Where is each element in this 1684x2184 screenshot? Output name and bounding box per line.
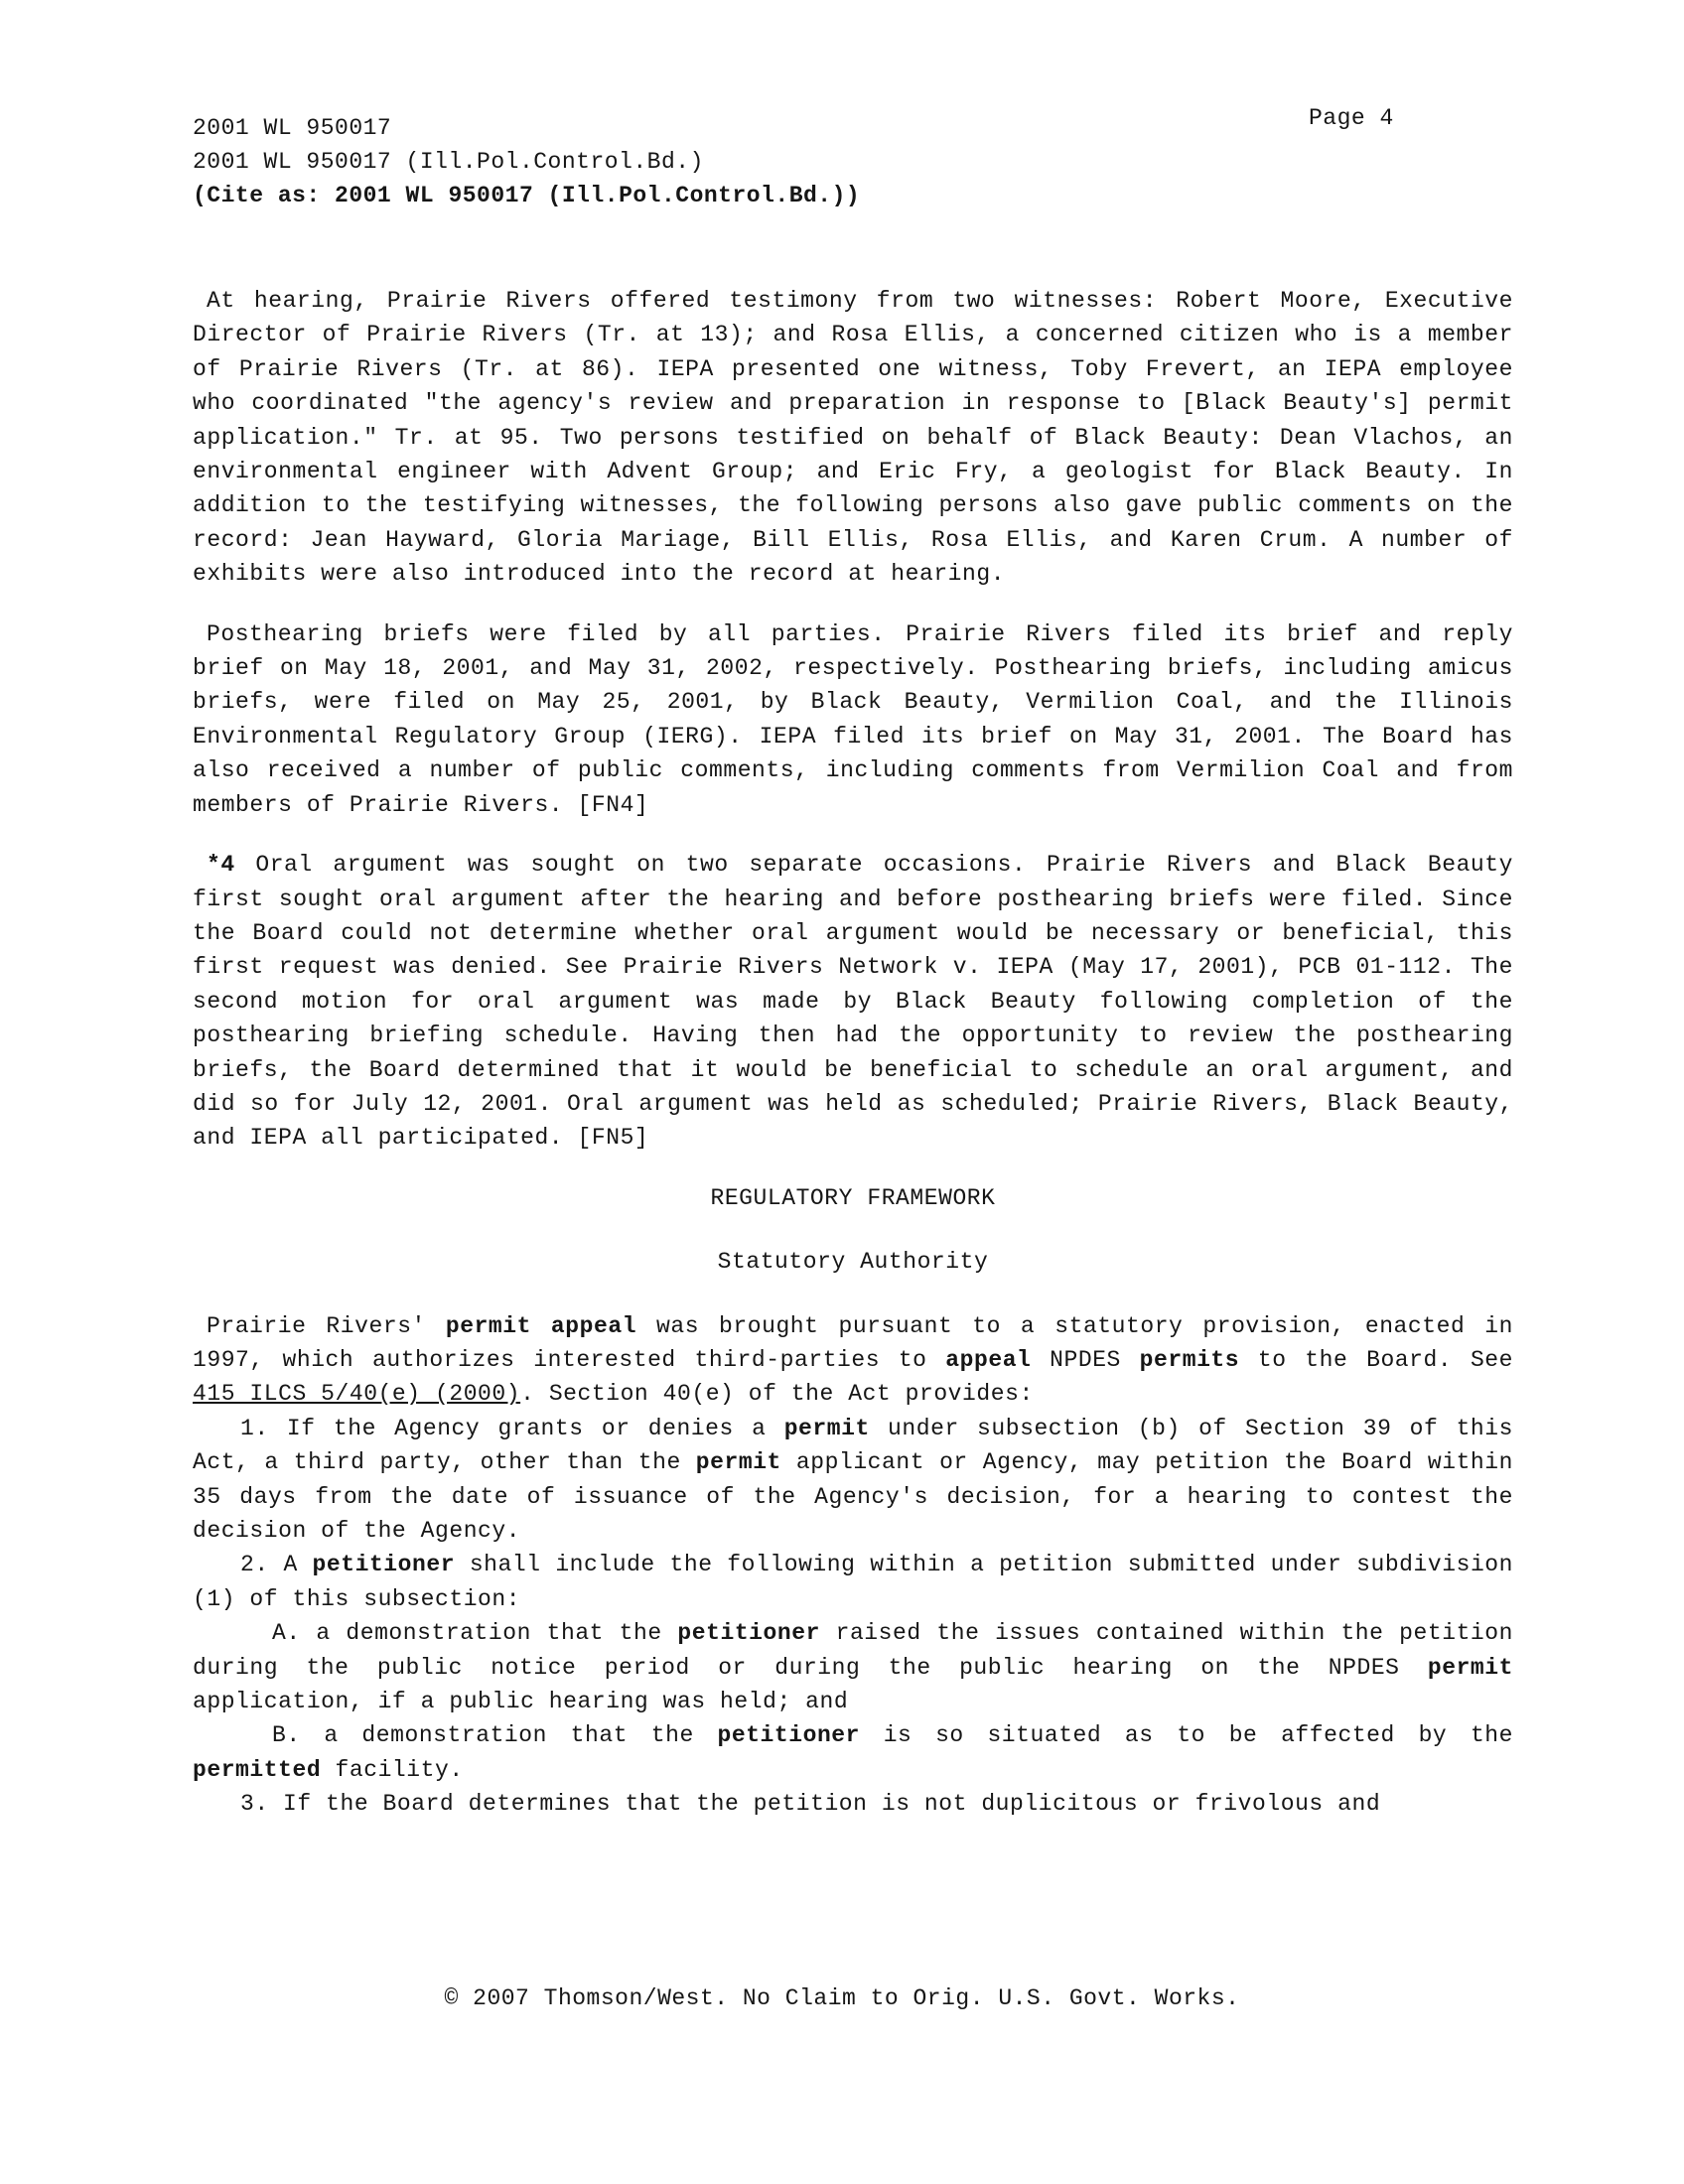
statute-item-3: 3. If the Board determines that the petition is not duplicitous or frivolous and <box>240 1791 1381 1818</box>
itemA-text-a: A. a demonstration that the <box>272 1620 678 1647</box>
subsection-heading-statutory-authority: Statutory Authority <box>717 1249 989 1276</box>
intro-text-d: NPDES <box>1031 1346 1140 1373</box>
highlight-permits: permits <box>1139 1346 1240 1373</box>
statute-item-2 <box>193 1548 1513 1616</box>
highlight-appeal: appeal <box>945 1346 1032 1373</box>
statute-item-1 <box>193 1412 1513 1549</box>
item1-text-a: 1. If the Agency grants or denies a <box>240 1415 784 1441</box>
paragraph-posthearing-briefs: Posthearing briefs were filed by all parties. Prairie Rivers filed its brief and reply brief on May 18, 2001, and May 31, 2002, respectively. Posthearing briefs, including amicus briefs, were filed on May 25, 2001, by Black Beauty, Vermilion Coal, and the Illinois Environmental Regulatory Group (IERG). IEPA filed its brief on May 31, 2001. The Board has also received a number of public comments, including comments from Vermilion Coal and from members of Prairie Rivers. [FN4] <box>193 620 1513 818</box>
paragraph-oral-argument-text: Oral argument was sought on two separate occasions. Prairie Rivers and Black Beauty first sought oral argument after the hearing and before posthearing briefs were filed. Since the Board could not determine whether oral argument would be necessary or beneficial, this first request was denied. See Prairie Rivers Network v. IEPA (May 17, 2001), PCB 01-112. The second motion for oral argument was made by Black Beauty following completion of the posthearing briefing schedule. Having then had the opportunity to review the posthearing briefs, the Board determined that it would be beneficial to schedule an oral argument, and did so for July 12, 2001. Oral argument was held as scheduled; Prairie Rivers, Black Beauty, and IEPA all participated. [FN5] <box>193 852 1513 1152</box>
highlight-petitioner: petitioner <box>312 1552 456 1578</box>
copyright-footer: © 2007 Thomson/West. No Claim to Orig. U.S. Govt. Works. <box>444 1985 1240 2011</box>
statute-citation-link[interactable]: 415 ILCS 5/40(e) (2000) <box>193 1381 521 1408</box>
citation-line-1: 2001 WL 950017 <box>193 115 392 141</box>
itemB-text-c: is so situated as to be affected by the <box>860 1722 1513 1749</box>
highlight-petitioner: petitioner <box>677 1620 820 1647</box>
highlight-permit: permit <box>1427 1654 1513 1681</box>
highlight-permit: permit <box>783 1415 870 1441</box>
intro-text-a: Prairie Rivers' <box>207 1312 446 1339</box>
itemA-text-c: raised the issues contained within the petition during the public notice period or during the public hearing on the NPDES <box>193 1620 1513 1681</box>
intro-text-c: was brought pursuant to a statutory provision, enacted in 1997, which authorizes interested third-parties to <box>193 1312 1513 1373</box>
intro-text-e: to the Board. See <box>1239 1346 1514 1373</box>
statute-item-2b <box>193 1718 1513 1787</box>
item2-text-a: 2. A <box>240 1552 313 1578</box>
paragraph-hearing-testimony: At hearing, Prairie Rivers offered testimony from two witnesses: Robert Moore, Executive Director of Prairie Rivers (Tr. at 13); and Rosa Ellis, a concerned citizen who is a member of Prairie Rivers (Tr. at 86). IEPA presented one witness, Toby Frevert, an IEPA employee who coordinated "the agency's review and preparation in response to [Black Beauty's] permit application." Tr. at 95. Two persons testified on behalf of Black Beauty: Dean Vlachos, an environmental engineer with Advent Group; and Eric Fry, a geologist for Black Beauty. In addition to the testifying witnesses, the following persons also gave public comments on the record: Jean Hayward, Gloria Mariage, Bill Ellis, Rosa Ellis, and Karen Crum. A number of exhibits were also introduced into the record at hearing. <box>193 288 1513 588</box>
document-body <box>193 284 1513 1822</box>
highlight-petitioner: petitioner <box>717 1722 861 1749</box>
highlight-permit: permit <box>695 1449 781 1476</box>
citation-header <box>193 111 860 212</box>
item1-text-c: under subsection (b) of Section 39 of this Act, a third party, other than the <box>193 1415 1513 1476</box>
itemB-text-d: facility. <box>321 1756 464 1783</box>
citation-line-2: 2001 WL 950017 (Ill.Pol.Control.Bd.) <box>193 149 704 175</box>
paragraph-statute-intro <box>193 1309 1513 1412</box>
itemB-text-a: B. a demonstration that the <box>272 1722 718 1749</box>
cite-as-line: (Cite as: 2001 WL 950017 (Ill.Pol.Control.Bd.)) <box>193 183 861 208</box>
star-page-marker: *4 <box>207 852 235 879</box>
section-heading-regulatory-framework: REGULATORY FRAMEWORK <box>710 1184 996 1211</box>
intro-text-f: . Section 40(e) of the Act provides: <box>520 1381 1034 1408</box>
statute-item-2a <box>193 1616 1513 1718</box>
page-number: Page 4 <box>1309 105 1394 131</box>
paragraph-oral-argument <box>193 848 1513 1156</box>
highlight-permit-appeal: permit appeal <box>445 1312 637 1339</box>
highlight-permitted: permitted <box>193 1756 322 1783</box>
item2-text-c: shall include the following within a petition submitted under subdivision (1) of this subsection: <box>193 1552 1513 1612</box>
item1-text-d: applicant or Agency, may petition the Board within 35 days from the date of issuance of the Agency's decision, for a hearing to contest the decision of the Agency. <box>193 1449 1513 1544</box>
itemA-text-d: application, if a public hearing was held; and <box>193 1689 849 1715</box>
